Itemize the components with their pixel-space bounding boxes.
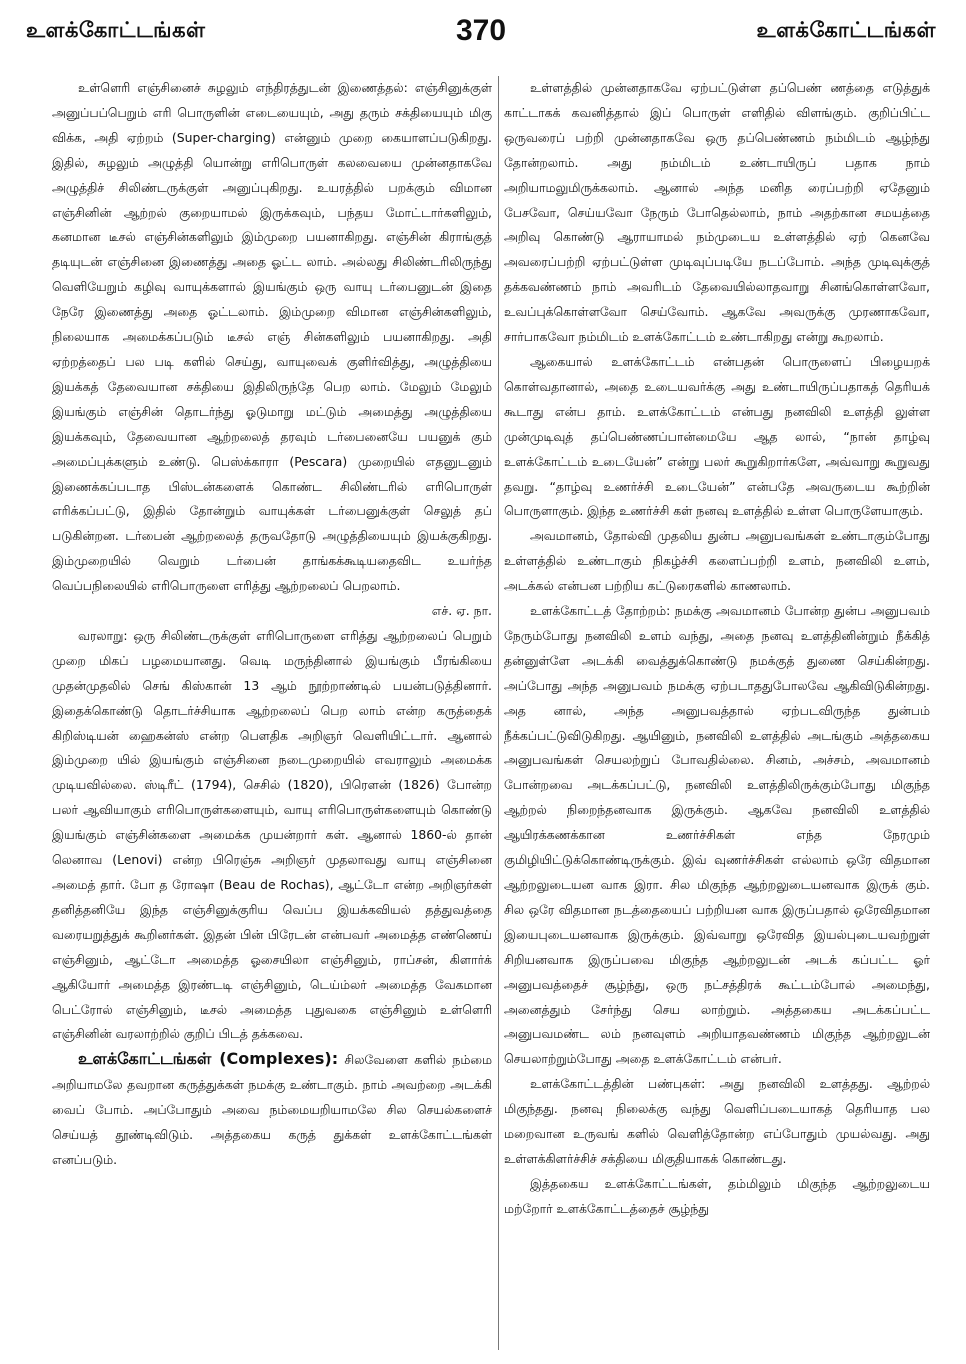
properties-paragraph: உளக்கோட்டத்தின் பண்புகள்: அது நனவிலி உளத்தது. ஆற்றல் மிகுந்தது. நனவு நிலைக்கு வந்து வெளிப்படையாகத் தெரியாத பல மறைவான உருவங் களில் வெளித்தோன்ற எப்போதும் முயல்வது. அது உள்ளக்கிளர்ச்சிச் சக்தியை மிகுதியாகக் கொண்டது. <box>504 1076 930 1166</box>
reference-paragraph: அவமானம், தோல்வி முதலிய துன்ப அனுபவங்கள் உண்டாகும்போது உள்ளத்தில் உண்டாகும் நிகழ்ச்சி களைப்பற்றி உளம், நனவிலி உளம், அடக்கல் என்பன பற்றிய கட்டுரைகளில் காணலாம். <box>504 528 930 594</box>
right-column <box>504 76 930 1350</box>
complexes-entry <box>52 1047 492 1173</box>
page-header <box>26 14 936 58</box>
left-column <box>52 76 492 1350</box>
history-paragraph: வரலாறு: ஒரு சிலிண்டருக்குள் எரிபொருளை எரித்து ஆற்றலைப் பெறும் முறை மிகப் பழமையானது. வெடி மருந்தினால் இயங்கும் பீரங்கியை முதன்முதலில் செங் கிஸ்கான் 13 ஆம் நூற்றாண்டில் பயன்படுத்தினார். இதைக்கொண்டு தொடர்ச்சியாக ஆற்றலைப் பெற லாம் என்ற கருத்தைக் கிறிஸ்டியன் ஹைகன்ஸ் என்ற பௌதிக அறிஞர் வெளியிட்டார். ஆனால் இம்முறை யில் இயங்கும் எஞ்சினை நடைமுறையில் எவராலும் அமைக்க முடியவில்லை. ஸ்டிரீட் (1794), செசில் (1820), பிரௌன் (1826) போன்ற பலர் ஆவியாகும் எரிபொருள்களையும், வாயு எரிபொருள்களையும் கொண்டு இயங்கும் எஞ்சின்களை அமைக்க முயன்றார் கள். ஆனால் 1860-ல் தான் லெனாவ (Lenovi) என்ற பிரெஞ்சு அறிஞர் முதலாவது வாயு எஞ்சினை அமைத் தார். போ த ரோஷா (Beau de Rochas), ஆட்டோ என்ற அறிஞர்கள் தனித்தனியே இந்த எஞ்சினுக்குரிய வெப்ப இயக்கவியல் தத்துவத்தை வரையறுத்துக் கூறினர்கள். இதன் பின் பிரேடன் என்பவர் அமைத்த எண்ணெய் எஞ்சினும், ஆட்டோ அமைத்த ஓசையிலா எஞ்சினும், ராப்சன், கிளார்க் ஆகியோர் அமைத்த இரண்டடி எஞ்சினும், டெய்ம்லர் அமைத்த வேகமான பெட்ரோல் எஞ்சினும், டீசல் அமைத்த புதுவகை எஞ்சினும் உள்ளெரி எஞ்சினின் வரலாற்றில் குறிப் பிடத் தக்கவை. <box>52 627 492 1042</box>
meaning-paragraph: ஆகையால் உளக்கோட்டம் என்பதன் பொருளைப் பிழையறக் கொள்வதானால், அதை உடையவர்க்கு அது உண்டாயிருப்பதாகத் தெரியக் கூடாது என்ப தாம். உளக்கோட்டம் என்பது நனவிலி உளத்தி லுள்ள முன்முடிவுத் தப்பெண்ணப்பான்மையே ஆத லால், “நான் தாழ்வு உளக்கோட்டம் உடையேன்” என்று பலர் கூறுகிறார்களே, அவ்வாறு கூறுவது தவறு. “தாழ்வு உணர்ச்சி உடையேன்” என்பதே அவருடைய கூற்றின் பொருளாகும். இந்த உணர்ச்சி கள் நனவு உளத்தில் உள்ள பொருளேயாகும். <box>504 353 930 519</box>
header-right-word: உளக்கோட்டங்கள் <box>756 18 936 42</box>
entry-intro-text: சிலவேளை களில் நம்மை அறியாமலே தவறான கருத்துக்கள் நமக்கு உண்டாகும். நாம் அவற்றை அடக்கி வைப் போம். அப்போதும் அவை நம்மையறியாமலே சில செயல்களைச் செய்யத் தூண்டிவிடும். அத்தகைய கருத் துக்கள் உளக்கோட்டங்கள் எனப்படும். <box>52 1052 492 1167</box>
supercharging-paragraph: உள்ளெரி எஞ்சினைச் சுழலும் எந்திரத்துடன் இணைத்தல்: எஞ்சினுக்குள் அனுப்பப்பெறும் எரி பொருளின் எடையையும், அது தரும் சக்தியையும் மிகு விக்க, அதி ஏற்றம் (Super-charging) என்னும் முறை கையாளப்படுகிறது. இதில், சுழலும் அழுத்தி யொன்று எரிபொருள் கலவையை முன்னதாகவே அழுத்திச் சிலிண்டருக்குள் அனுப்புகிறது. உயரத்தில் பறக்கும் விமான எஞ்சினின் ஆற்றல் குறையாமல் இருக்கவும், பந்தய மோட்டார்களிலும், கனமான டீசல் எஞ்சின்களிலும் இம்முறை பயனாகிறது. எஞ்சின் கிராங்குத் தடியுடன் எஞ்சினை இணைத்து அதை ஓட்ட லாம். அல்லது சிலிண்டரிலிருந்து வெளியேறும் கழிவு வாயுக்களால் இயங்கும் ஒரு வாயு டர்பைனுடன் இதை நேரே இணைத்து அதை ஓட்டலாம். இம்முறை விமான எஞ்சின்களிலும், நிலையாக அமைக்கப்படும் டீசல் எஞ் சின்களிலும் பயனாகிறது. அதி ஏற்றத்தைப் பல படி களில் செய்து, வாயுவைக் குளிர்வித்து, அழுத்தியை இயக்கத் தேவையான சக்தியை இதிலிருந்தே பெற லாம். மேலும் மேலும் இயங்கும் எஞ்சின் தொடர்ந்து ஓடுமாறு மட்டும் அமைத்து அழுத்தியை இயக்கவும், தேவையான ஆற்றலைத் தரவும் டர்பைனையே பயனுக் கும் அமைப்புக்களும் உண்டு. பெஸ்க்காரா (Pescara) முறையில் எதனுடனும் இணைக்கப்படாத பிஸ்டன்களைக் கொண்ட சிலிண்டரில் எரிபொருள் எரிக்கப்பட்டு, இதில் தோன்றும் வாயுக்கள் டர்பைனுக்குள் செலுத் தப் படுகின்றன. டர்பைன் ஆற்றலைத் தருவதோடு அழுத்தியையும் இயக்குகிறது. இம்முறையில் வெறும் டர்பைன் தாங்கக்கூடியதைவிட உயர்ந்த வெப்பநிலையில் எரிபொருளை எரித்து ஆற்றலைப் பெறலாம். <box>52 80 492 594</box>
column-divider <box>498 76 499 1350</box>
continuation-paragraph: இத்தகைய உளக்கோட்டங்கள், தம்மிலும் மிகுந்த ஆற்றலுடைய மற்றோர் உளக்கோட்டத்தைச் சூழ்ந்து <box>504 1175 930 1216</box>
prejudice-paragraph: உள்ளத்தில் முன்னதாகவே ஏற்பட்டுள்ள தப்பெண் ணத்தை எடுத்துக் காட்டாகக் கவனித்தால் இப் பொருள் எளிதில் விளங்கும். குறிப்பிட்ட ஒருவரைப் பற்றி முன்னதாகவே ஒரு தப்பெண்ணம் நம்மிடம் ஆழ்ந்து தோன்றலாம். அது நம்மிடம் உண்டாயிருப் பதாக நாம் அறியாமலுமிருக்கலாம். ஆனால் அந்த மனித ரைப்பற்றி ஏதேனும் பேசவோ, செய்யவோ நேரும் போதெல்லாம், நாம் அதற்கான சமயத்தை அறிவு கொண்டு ஆராயாமல் நம்முடைய உள்ளத்தில் ஏற் கெனவே அவரைப்பற்றி ஏற்பட்டுள்ள முடிவுப்படியே நடப்போம். அந்த முடிவுக்குத் தக்கவண்ணம் நாம் அவரிடம் தேவையில்லாதவாறு சினங்கொள்ளவோ, உவப்புக்கொள்ளவோ செய்வோம். ஆகவே அவருக்கு முரணாகவோ, சார்பாகவோ நம்மிடம் உளக்கோட்டம் உண்டாகிறது என்று கூறலாம். <box>504 80 930 345</box>
entry-title: உளக்கோட்டங்கள் (Complexes): <box>78 1049 339 1069</box>
page-number: 370 <box>455 14 507 47</box>
author-initials: எச். ஏ. நா. <box>431 603 492 619</box>
header-left-word: உளக்கோட்டங்கள் <box>26 18 206 42</box>
origin-paragraph: உளக்கோட்டத் தோற்றம்: நமக்கு அவமானம் போன்ற துன்ப அனுபவம் நேரும்போது நனவிலி உளம் வந்து, அதை நனவு உளத்தினின்றும் நீக்கித் தன்னுள்ளே அடக்கி வைத்துக்கொண்டு நமக்குத் துணை செய்கின்றது. அப்போது அந்த அனுபவம் நமக்கு ஏற்படாததுபோலவே ஆகிவிடுகின்றது. அத னால், அந்த அனுபவத்தால் ஏற்படவிருந்த துன்பம் நீக்கப்பட்டுவிடுகிறது. ஆயினும், நனவிலி உளத்தில் அடங்கும் அத்தகைய அனுபவங்கள் செயலற்றுப் போவதில்லை. சினம், அச்சம், அவமானம் போன்றவை அடக்கப்பட்டு, நனவிலி உளத்திலிருக்கும்போது மிகுந்த ஆற்றல் நிறைந்தனவாக இருக்கும். ஆகவே நனவிலி உளத்தில் ஆயிரக்கணக்கான உணர்ச்சிகள் எந்த நேரமும் குமிழியிட்டுக்கொண்டிருக்கும். இவ் வுணர்ச்சிகள் எல்லாம் ஒரே விதமான ஆற்றலுடையன வாக இரா. சில மிகுந்த ஆற்றலுடையனவாக இருக் கும். சில ஒரே விதமான நடத்தையைப் பற்றியன வாக இருப்பதால் ஒரேவிதமான இயைபுடையனவாக இருக்கும். இவ்வாறு ஒரேவித இயல்புடையவற்றுள் சிறியனவாக இருப்பவை மிகுந்த ஆற்றலுடன் அடக் கப்பட்ட ஓர் அனுபவத்தைச் சூழ்ந்து, ஒரு நட்சத்திரக் கூட்டம்போல் அமைந்து, அனைத்தும் சேர்ந்து செய லாற்றும். அத்தகைய அடக்கப்பட்ட அனுபவமண்ட லம் நனவுளம் அறியாதவண்ணம் மிகுந்த ஆற்றலுடன் செயலாற்றும்போது அதை உளக்கோட்டம் என்பர். <box>504 603 930 1067</box>
